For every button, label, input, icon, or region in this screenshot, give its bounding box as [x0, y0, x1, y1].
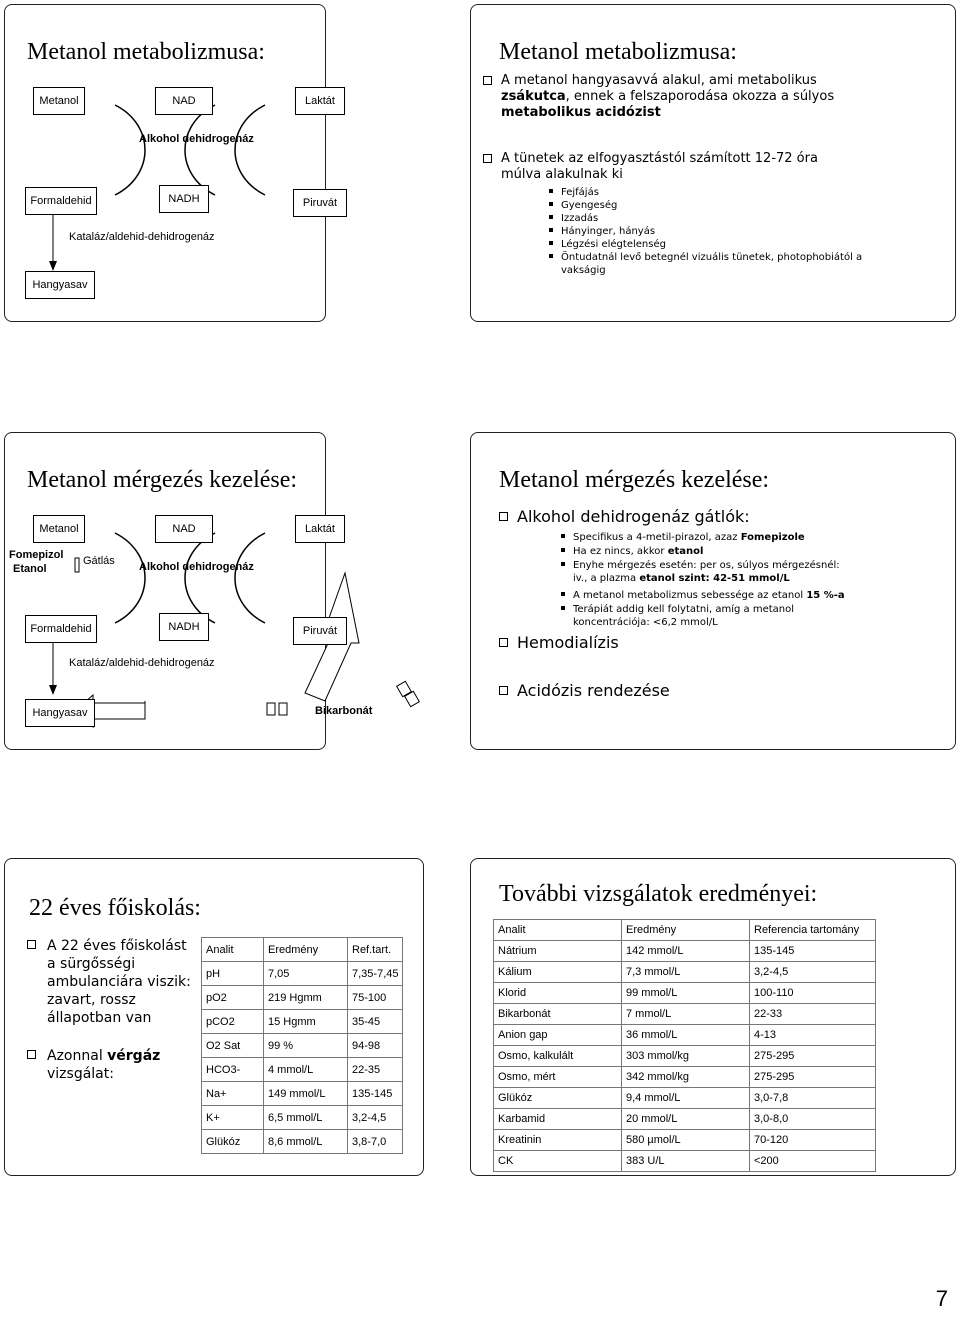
table-cell: 100-110: [750, 983, 876, 1004]
piruvat-box: Piruvát: [293, 617, 347, 645]
sub-sebesseg: A metanol metabolizmus sebessége az etanol 15 %-a: [561, 589, 845, 602]
nad-box: NAD: [155, 87, 213, 115]
table-cell: 275-295: [750, 1046, 876, 1067]
table-cell: 7,3 mmol/L: [622, 962, 750, 983]
slide-title: Metanol metabolizmusa:: [499, 39, 737, 65]
table-row: [202, 1106, 403, 1130]
laktat-box: Laktát: [295, 87, 345, 115]
table-cell: 3,0-8,0: [750, 1109, 876, 1130]
katalaz-label: Kataláz/aldehid-dehidrogenáz: [69, 231, 215, 243]
fomepizol-label: Fomepizol: [9, 549, 64, 561]
table-cell: O2 Sat: [202, 1034, 264, 1058]
table-cell: 22-33: [750, 1004, 876, 1025]
table-cell: Karbamid: [494, 1109, 622, 1130]
slide-title: Metanol mérgezés kezelése:: [27, 467, 298, 493]
slide-1: [4, 4, 338, 322]
sub-hanyinger: Hányinger, hányás: [549, 225, 655, 238]
bullet-hemodializis: Hemodialízis: [499, 635, 619, 651]
slide-5: [4, 858, 424, 1176]
sub-terapia: Terápiát addig kell folytatni, amíg a metanol koncentrációja: <6,2 mmol/L: [561, 603, 794, 629]
table-cell: 142 mmol/L: [622, 941, 750, 962]
slide-title: 22 éves főiskolás:: [29, 895, 201, 921]
table-cell: 7,35-7,45: [348, 962, 403, 986]
bullet-tunetek: A tünetek az elfogyasztástól számított 12-72 óra múlva alakulnak ki: [483, 151, 943, 183]
table-cell: 149 mmol/L: [264, 1082, 348, 1106]
laktat-box: Laktát: [295, 515, 345, 543]
table-cell: 3,2-4,5: [750, 962, 876, 983]
table-cell: 219 Hgmm: [264, 986, 348, 1010]
table-cell: 35-45: [348, 1010, 403, 1034]
table-cell: 342 mmol/kg: [622, 1067, 750, 1088]
table-cell: 303 mmol/kg: [622, 1046, 750, 1067]
table-cell: 99 %: [264, 1034, 348, 1058]
table-cell: 8,6 mmol/L: [264, 1130, 348, 1154]
alkohol-dh-label: Alkohol dehidrogenáz: [139, 133, 254, 145]
table-cell: 15 Hgmm: [264, 1010, 348, 1034]
table-cell: Eredmény: [264, 938, 348, 962]
table-cell: CK: [494, 1151, 622, 1172]
table-row: [202, 962, 403, 986]
sub-fejfajas: Fejfájás: [549, 186, 599, 199]
table-row: [494, 941, 876, 962]
table-cell: Referencia tartomány: [750, 920, 876, 941]
table-cell: 4 mmol/L: [264, 1058, 348, 1082]
slide-title: Metanol metabolizmusa:: [27, 39, 265, 65]
nadh-box: NADH: [159, 613, 209, 641]
gatlas-label: Gátlás: [83, 555, 115, 567]
table-row: [494, 1109, 876, 1130]
formaldehid-box: Formaldehid: [25, 187, 97, 215]
nad-box: NAD: [155, 515, 213, 543]
table-cell: Eredmény: [622, 920, 750, 941]
table-cell: 70-120: [750, 1130, 876, 1151]
bullet-marker: [483, 76, 492, 85]
table-cell: 7 mmol/L: [622, 1004, 750, 1025]
hangyasav-box: Hangyasav: [25, 271, 95, 299]
vergaz-table: [201, 937, 403, 1154]
table-cell: 135-145: [750, 941, 876, 962]
table-cell: Glükóz: [494, 1088, 622, 1109]
table-cell: 275-295: [750, 1067, 876, 1088]
table-cell: K+: [202, 1106, 264, 1130]
table-header-row: [202, 938, 403, 962]
table-row: [202, 1130, 403, 1154]
table-cell: pH: [202, 962, 264, 986]
table-cell: 6,5 mmol/L: [264, 1106, 348, 1130]
table-cell: 94-98: [348, 1034, 403, 1058]
metanol-box: Metanol: [33, 87, 85, 115]
table-cell: 3,0-7,8: [750, 1088, 876, 1109]
table-cell: Klorid: [494, 983, 622, 1004]
hangyasav-box: Hangyasav: [25, 699, 95, 727]
slide-title: Metanol mérgezés kezelése:: [499, 467, 770, 493]
tovabbi-table: [493, 919, 876, 1172]
sub-izzadas: Izzadás: [549, 212, 598, 225]
formaldehid-box: Formaldehid: [25, 615, 97, 643]
table-cell: 135-145: [348, 1082, 403, 1106]
table-cell: Analit: [202, 938, 264, 962]
table-cell: <200: [750, 1151, 876, 1172]
bullet-fofiskolas: A 22 éves főiskolást a sürgősségi ambulanciára viszik: zavart, rossz állapotban van: [27, 937, 191, 1027]
bullet-marker: [483, 154, 492, 163]
slide-title: További vizsgálatok eredményei:: [499, 881, 818, 907]
table-cell: Na+: [202, 1082, 264, 1106]
table-cell: Ref.tart.: [348, 938, 403, 962]
table-cell: 3,8-7,0: [348, 1130, 403, 1154]
table-cell: 3,2-4,5: [348, 1106, 403, 1130]
nadh-box: NADH: [159, 185, 209, 213]
table-row: [202, 986, 403, 1010]
table-row: [494, 1151, 876, 1172]
table-row: [202, 1058, 403, 1082]
sub-enyhe: Enyhe mérgezés esetén: per os, súlyos mérgezésnél: iv., a plazma etanol szint: 42-51 mmol/L: [561, 559, 840, 585]
page-number: 7: [935, 1286, 948, 1311]
table-cell: Kálium: [494, 962, 622, 983]
slide-2: [470, 4, 956, 322]
sub-legzesi: Légzési elégtelenség: [549, 238, 666, 251]
table-cell: 4-13: [750, 1025, 876, 1046]
alkohol-dh-label: Alkohol dehidrogenáz: [139, 561, 254, 573]
table-cell: 99 mmol/L: [622, 983, 750, 1004]
table-cell: 75-100: [348, 986, 403, 1010]
table-cell: Osmo, kalkulált: [494, 1046, 622, 1067]
table-cell: Anion gap: [494, 1025, 622, 1046]
table-cell: 580 µmol/L: [622, 1130, 750, 1151]
table-cell: Bikarbonát: [494, 1004, 622, 1025]
table-cell: Analit: [494, 920, 622, 941]
table-row: [202, 1034, 403, 1058]
table-row: [494, 983, 876, 1004]
table-row: [494, 962, 876, 983]
slide-6: [470, 858, 956, 1176]
table-cell: 9,4 mmol/L: [622, 1088, 750, 1109]
bullet-metanol-hangyasav: A metanol hangyasavvá alakul, ami metabolikus zsákutca, ennek a felszaporodása okozza a súlyos metabolikus acidózist: [483, 73, 943, 121]
table-header-row: [494, 920, 876, 941]
table-cell: Nátrium: [494, 941, 622, 962]
table-row: [494, 1088, 876, 1109]
piruvat-box: Piruvát: [293, 189, 347, 217]
sub-gyengeseg: Gyengeség: [549, 199, 617, 212]
sub-vizualis: Öntudatnál levő betegnél vizuális tünetek, photophobiától a vakságig: [549, 251, 939, 277]
bullet-vergaz: Azonnal vérgáz vizsgálat:: [27, 1047, 160, 1083]
sub-fomepizole: Specifikus a 4-metil-pirazol, azaz Fomepizole: [561, 531, 805, 544]
table-row: [494, 1130, 876, 1151]
bikarbonat-label: Bikarbonát: [315, 705, 373, 717]
table-row: [202, 1010, 403, 1034]
metanol-box: Metanol: [33, 515, 85, 543]
sub-etanol: Ha ez nincs, akkor etanol: [561, 545, 703, 558]
table-cell: Osmo, mért: [494, 1067, 622, 1088]
table-cell: Glükóz: [202, 1130, 264, 1154]
table-row: [494, 1067, 876, 1088]
table-row: [494, 1046, 876, 1067]
table-row: [494, 1004, 876, 1025]
table-cell: 7,05: [264, 962, 348, 986]
table-cell: HCO3-: [202, 1058, 264, 1082]
table-cell: Kreatinin: [494, 1130, 622, 1151]
table-cell: 383 U/L: [622, 1151, 750, 1172]
table-cell: pCO2: [202, 1010, 264, 1034]
table-cell: 20 mmol/L: [622, 1109, 750, 1130]
slide-3: [4, 432, 373, 750]
table-row: [202, 1082, 403, 1106]
table-cell: 36 mmol/L: [622, 1025, 750, 1046]
table-cell: pO2: [202, 986, 264, 1010]
bullet-adh-gatlok: Alkohol dehidrogenáz gátlók:: [499, 509, 750, 525]
table-row: [494, 1025, 876, 1046]
slide-4: [470, 432, 956, 750]
etanol-label: Etanol: [13, 563, 47, 575]
table-cell: 22-35: [348, 1058, 403, 1082]
bullet-acidozis: Acidózis rendezése: [499, 683, 670, 699]
katalaz-label: Kataláz/aldehid-dehidrogenáz: [69, 657, 215, 669]
